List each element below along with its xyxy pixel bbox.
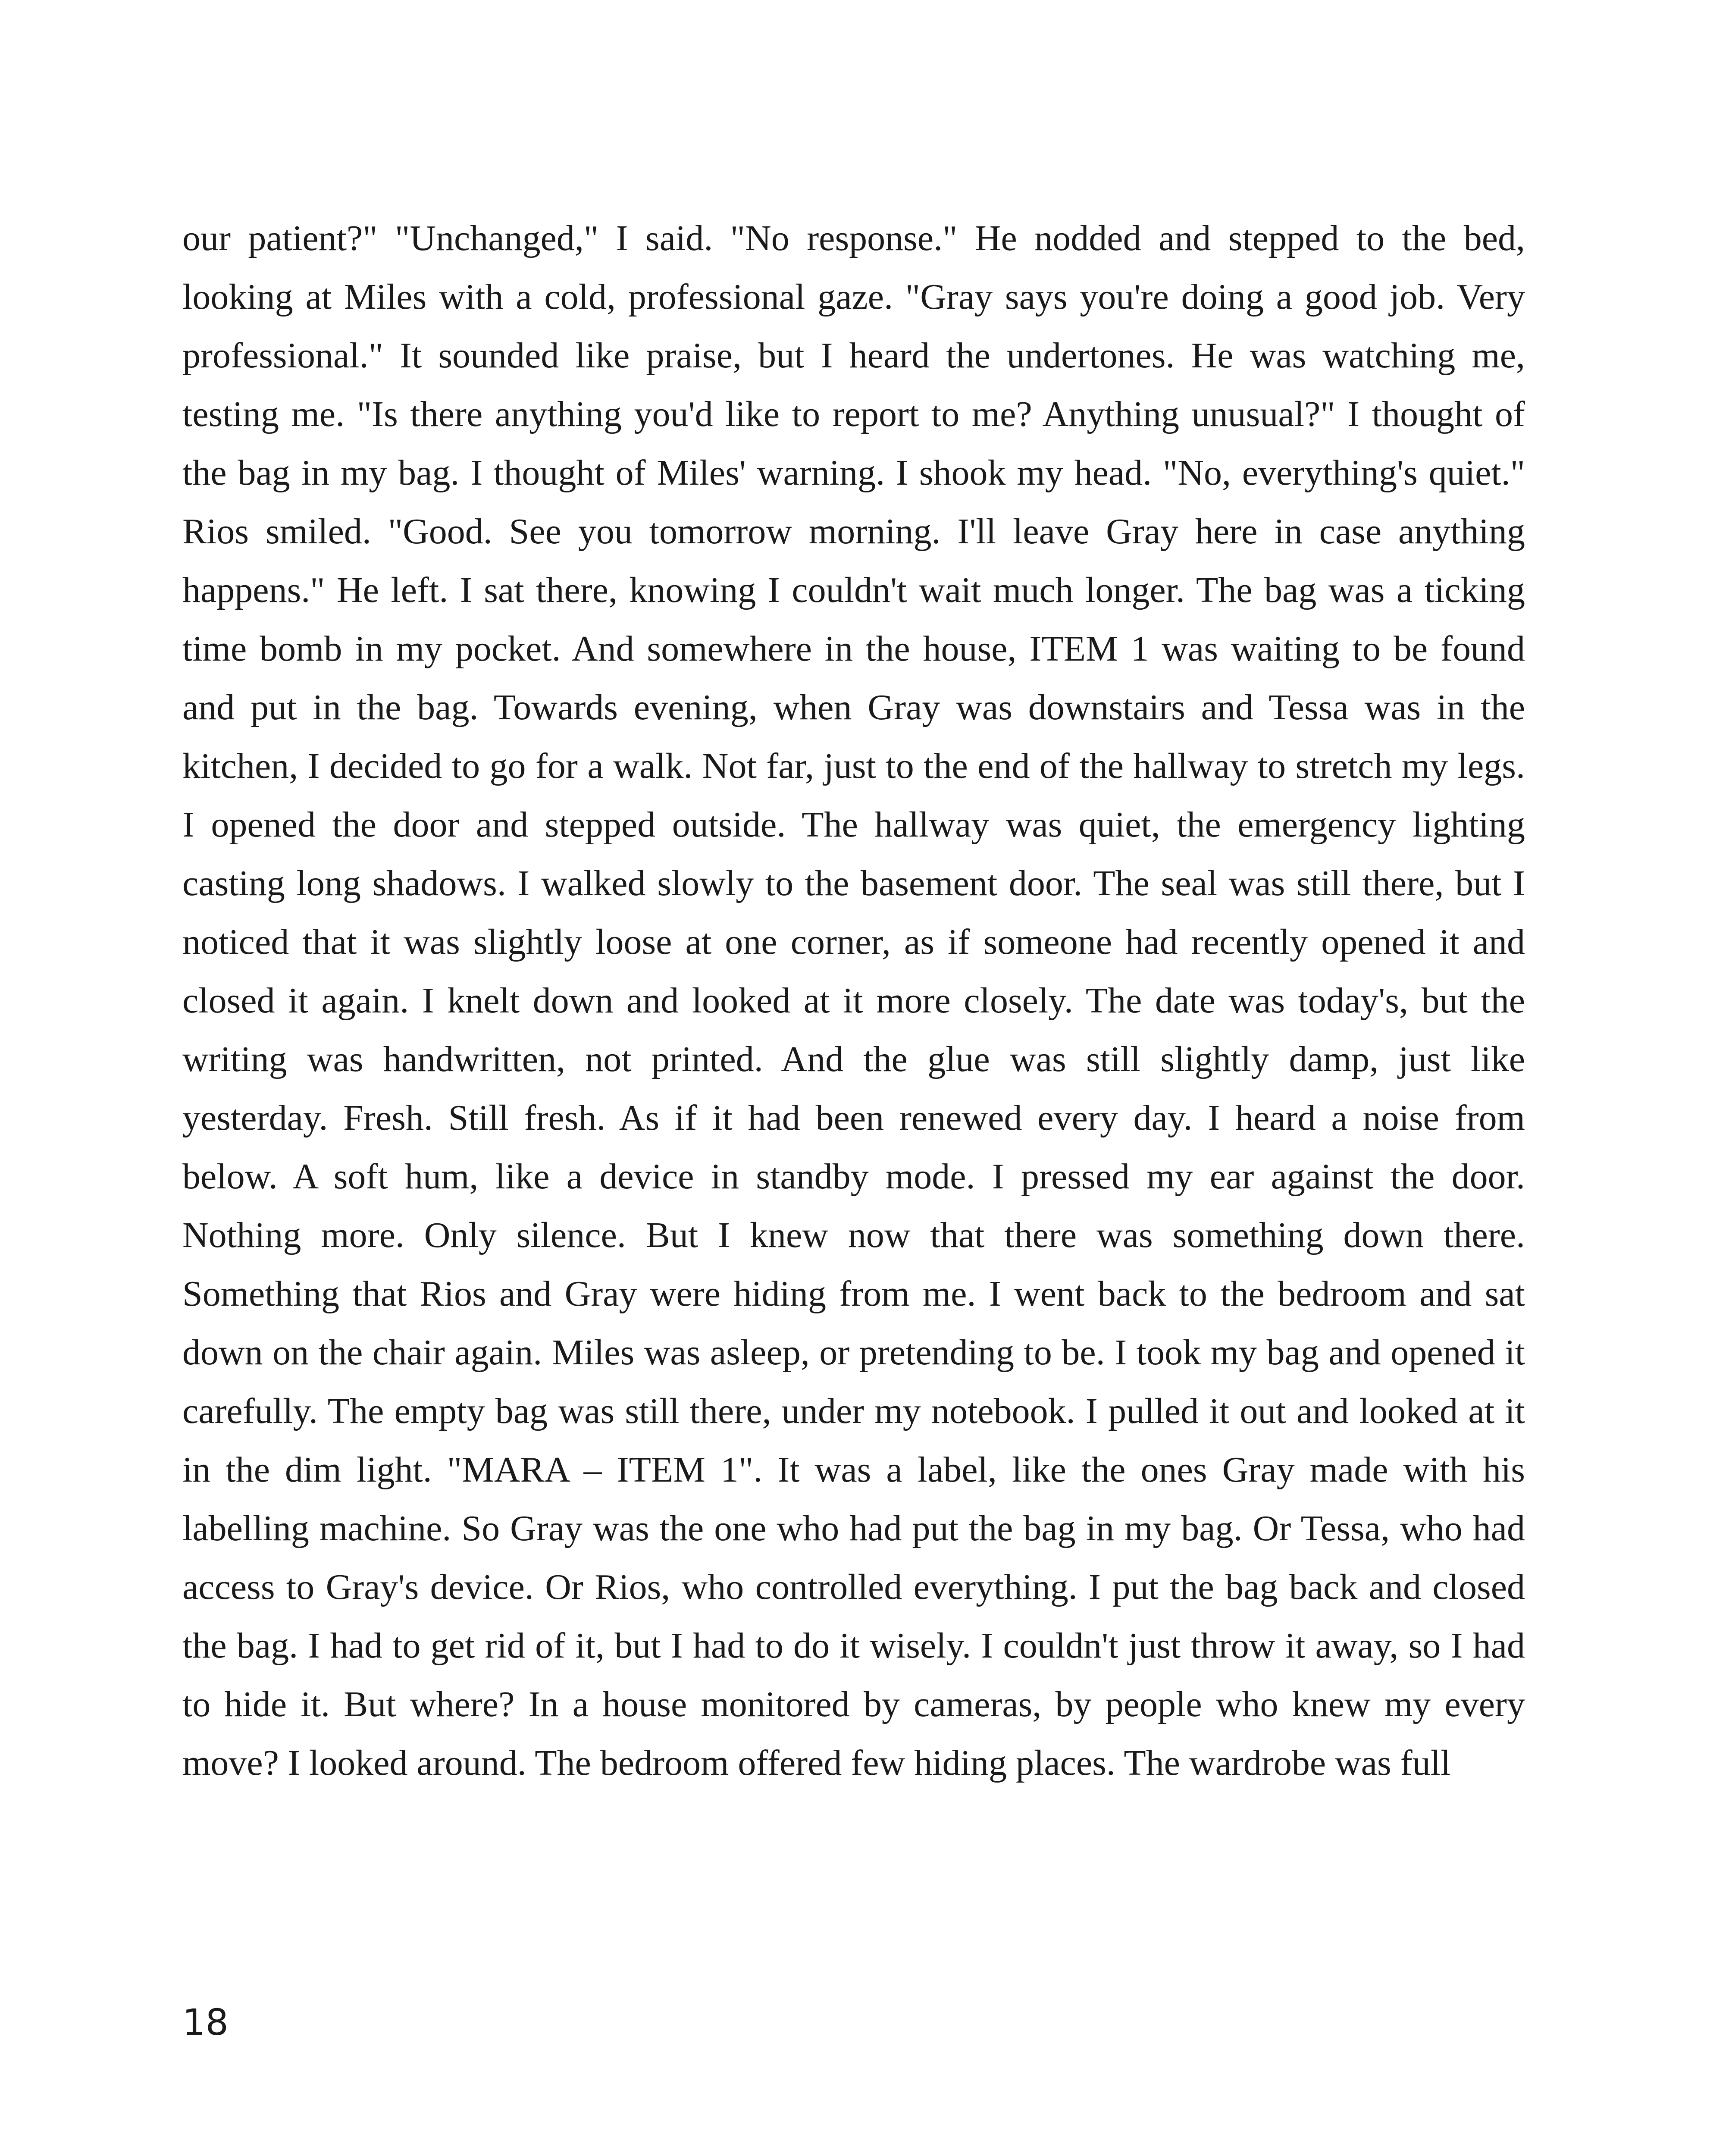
body-text: our patient?" "Unchanged," I said. "No response." He nodded and stepped to the bed, looking at Miles with a cold, professional gaze. "Gray says you're doing a good job. Very professional." It sounded like praise, but I heard the undertones. He was watching me, testing me. "Is there anything you'd like to report to me? Anything unusual?" I thought of the bag in my bag. I thought of Miles' warning. I shook my head. "No, everything's quiet." Rios smiled. "Good. See you tomorrow morning. I'll leave Gray here in case anything happens." He left. I sat there, knowing I couldn't wait much longer. The bag was a ticking time bomb in my pocket. And somewhere in the house, ITEM 1 was waiting to be found and put in the bag. Towards evening, when Gray was downstairs and Tessa was in the kitchen, I decided to go for a walk. Not far, just to the end of the hallway to stretch my legs. I opened the door and stepped outside. The hallway was quiet, the emergency lighting casting long shadows. I walked slowly to the basement door. The seal was still there, but I noticed that it was slightly loose at one corner, as if someone had recently opened it and closed it again. I knelt down and looked at it more closely. The date was today's, but the writing was handwritten, not printed. And the glue was still slightly damp, just like yesterday. Fresh. Still fresh. As if it had been renewed every day. I heard a noise from below. A soft hum, like a device in standby mode. I pressed my ear against the door. Nothing more. Only silence. But I knew now that there was something down there. Something that Rios and Gray were hiding from me. I went back to the bedroom and sat down on the chair again. Miles was asleep, or pretending to be. I took my bag and opened it carefully. The empty bag was still there, under my notebook. I pulled it out and looked at it in the dim light. "MARA – ITEM 1". It was a label, like the ones Gray made with his labelling machine. So Gray was the one who had put the bag in my bag. Or Tessa, who had access to Gray's device. Or Rios, who controlled everything. I put the bag back and closed the bag. I had to get rid of it, but I had to do it wisely. I couldn't just throw it away, so I had to hide it. But where? In a house monitored by cameras, by people who knew my every move? I looked around. The bedroom offered few hiding places. The wardrobe was full: [182, 218, 1525, 1783]
page-number: 18: [182, 2001, 229, 2043]
